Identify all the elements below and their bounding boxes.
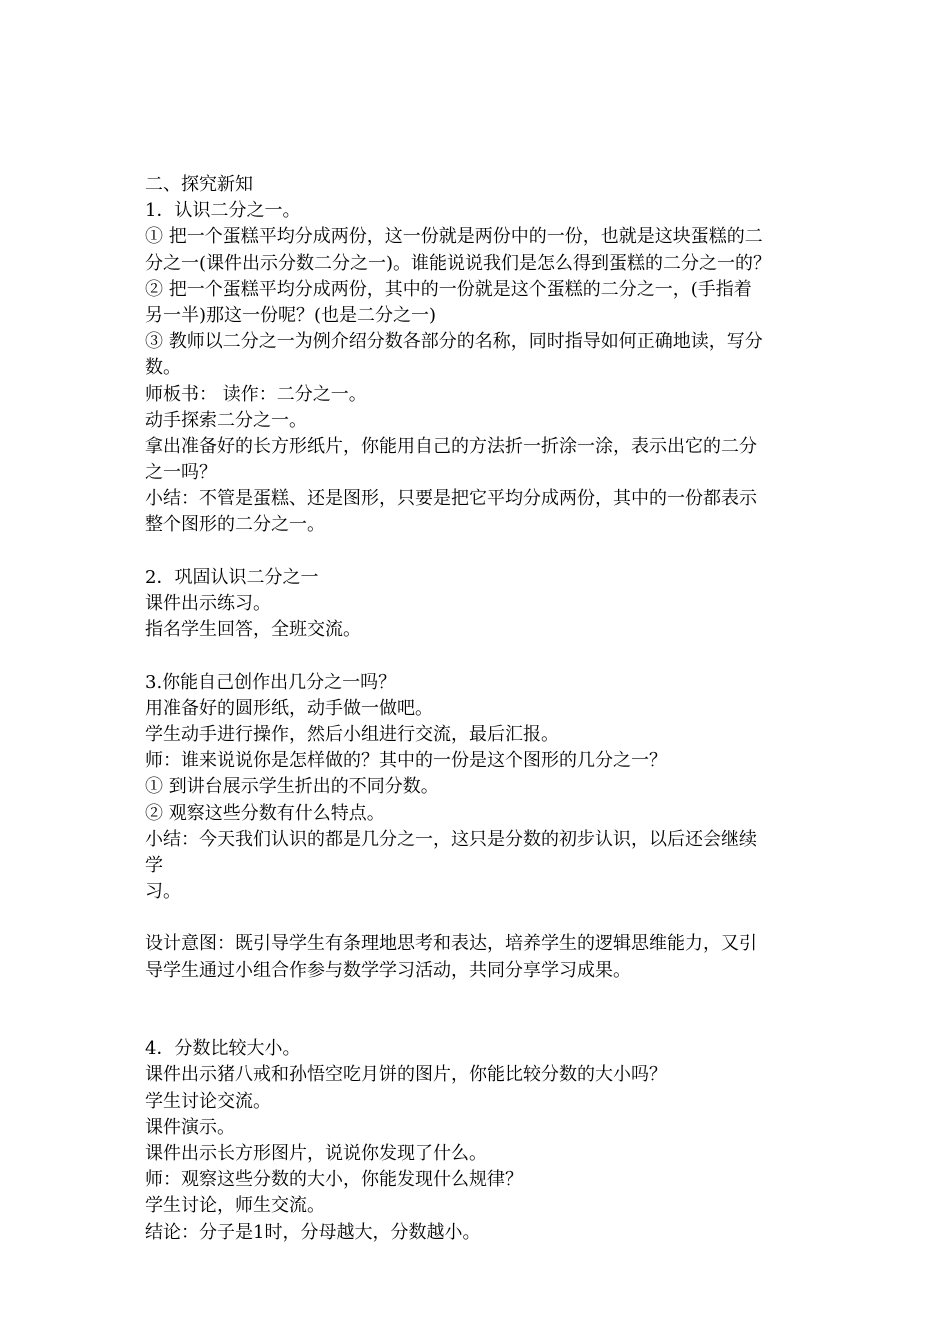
blank-line bbox=[145, 539, 813, 565]
paragraph-line: 小结：不管是蛋糕、还是图形，只要是把它平均分成两份，其中的一份都表示 bbox=[145, 488, 757, 510]
paragraph-line: 课件出示猪八戒和孙悟空吃月饼的图片，你能比较分数的大小吗？ bbox=[145, 1064, 667, 1086]
paragraph-line: 师：谁来说说你是怎样做的？其中的一份是这个图形的几分之一？ bbox=[145, 750, 667, 772]
paragraph-line: 课件出示练习。 bbox=[145, 593, 271, 614]
subsection-heading-4: 4．分数比较大小。 bbox=[145, 1038, 301, 1060]
blank-line bbox=[145, 905, 813, 931]
paragraph-line: 习。 bbox=[145, 881, 181, 903]
design-intent-line: 导学生通过小组合作参与数学学习活动，共同分享学习成果。 bbox=[145, 959, 631, 981]
paragraph-line: 另一半)那这一份呢？(也是二分之一) bbox=[145, 304, 437, 326]
paragraph-line: 师：观察这些分数的大小，你能发现什么规律？ bbox=[145, 1169, 523, 1191]
design-intent-line: 设计意图：既引导学生有条理地思考和表达，培养学生的逻辑思维能力，又引 bbox=[145, 933, 757, 955]
paragraph-line: 师板书： 读作：二分之一。 bbox=[145, 383, 367, 405]
paragraph-line: ③ 教师以二分之一为例介绍分数各部分的名称，同时指导如何正确地读，写分 bbox=[145, 331, 763, 353]
paragraph-line: 动手探索二分之一。 bbox=[145, 409, 307, 431]
document-body bbox=[145, 172, 813, 1246]
paragraph-line: 学生讨论交流。 bbox=[145, 1090, 271, 1112]
paragraph-line: ② 观察这些分数有什么特点。 bbox=[145, 802, 385, 824]
paragraph-line: ② 把一个蛋糕平均分成两份，其中的一份就是这个蛋糕的二分之一，(手指着 bbox=[145, 278, 752, 300]
paragraph-line: 学生讨论，师生交流。 bbox=[145, 1195, 325, 1217]
paragraph-line: 指名学生回答，全班交流。 bbox=[145, 619, 361, 641]
paragraph-line: 课件出示长方形图片，说说你发现了什么。 bbox=[145, 1142, 487, 1164]
conclusion-line: 结论：分子是1时，分母越大，分数越小。 bbox=[145, 1221, 481, 1243]
paragraph-line: 数。 bbox=[145, 357, 181, 379]
blank-line bbox=[145, 1010, 813, 1036]
paragraph-line: 学 bbox=[145, 854, 163, 876]
paragraph-line: ① 把一个蛋糕平均分成两份，这一份就是两份中的一份，也就是这块蛋糕的二 bbox=[145, 226, 763, 248]
paragraph-line: 用准备好的圆形纸，动手做一做吧。 bbox=[145, 697, 433, 719]
section-heading: 二、探究新知 bbox=[145, 174, 253, 195]
paragraph-line: 课件演示。 bbox=[145, 1116, 235, 1138]
subsection-heading-3: 3.你能自己创作出几分之一吗？ bbox=[145, 671, 397, 693]
paragraph-line: 小结：今天我们认识的都是几分之一，这只是分数的初步认识，以后还会继续 bbox=[145, 828, 757, 850]
paragraph-line: 学生动手进行操作，然后小组进行交流，最后汇报。 bbox=[145, 723, 559, 745]
paragraph-line: 之一吗？ bbox=[145, 462, 217, 484]
paragraph-line: 整个图形的二分之一。 bbox=[145, 514, 325, 536]
blank-line bbox=[145, 643, 813, 669]
subsection-heading-1: 1．认识二分之一。 bbox=[145, 200, 301, 222]
paragraph-line: 拿出准备好的长方形纸片，你能用自己的方法折一折涂一涂，表示出它的二分 bbox=[145, 435, 757, 457]
paragraph-line: ① 到讲台展示学生折出的不同分数。 bbox=[145, 776, 439, 798]
subsection-heading-2: 2．巩固认识二分之一 bbox=[145, 566, 319, 588]
paragraph-line: 分之一(课件出示分数二分之一)。谁能说说我们是怎么得到蛋糕的二分之一的？ bbox=[145, 252, 772, 274]
blank-line bbox=[145, 984, 813, 1010]
